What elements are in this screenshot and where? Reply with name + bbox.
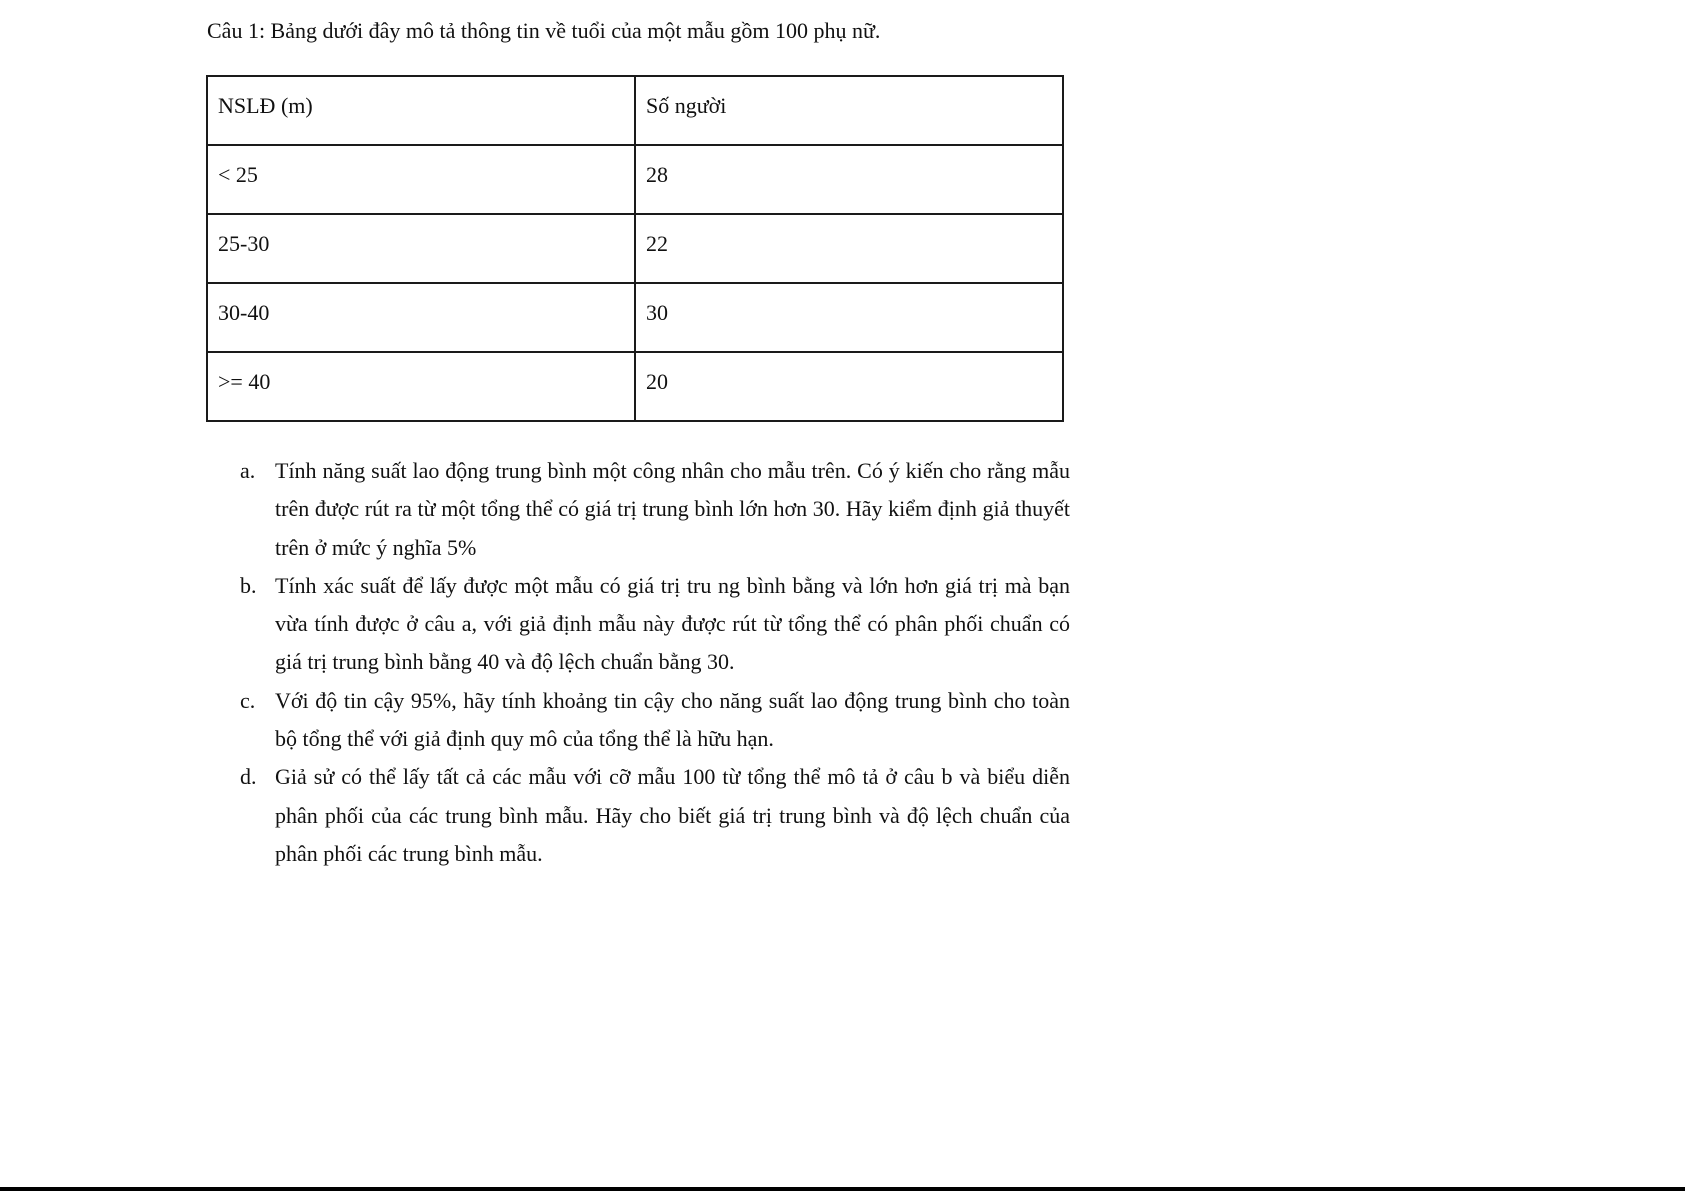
table-cell: 28 [635,145,1063,214]
table-row [207,145,1063,214]
question-part-d [240,758,1070,873]
question-title: Câu 1: Bảng dưới đây mô tả thông tin về tuổi của một mẫu gồm 100 phụ nữ. [207,18,881,43]
table-header-cell: NSLĐ (m) [207,76,635,145]
part-marker: b. [240,572,257,598]
table-cell: 25-30 [207,214,635,283]
table-header-cell: Số người [635,76,1063,145]
question-part-a [240,452,1070,567]
table-row [207,283,1063,352]
part-text: Tính xác suất để lấy được một mẫu có giá trị tru ng bình bằng và lớn hơn giá trị mà bạn vừa tính được ở câu a, với giả định mẫu này được rút từ tổng thể có phân phối chuẩn có giá trị trung bình bằng 40 và độ lệch chuẩn bằng 30. [275,572,1070,675]
table-cell: 30 [635,283,1063,352]
data-table [206,75,1064,422]
question-part-c [240,682,1070,759]
table-cell: 30-40 [207,283,635,352]
table-cell: 20 [635,352,1063,421]
part-text: Giả sử có thể lấy tất cả các mẫu với cỡ mẫu 100 từ tổng thể mô tả ở câu b và biểu diễn phân phối của các trung bình mẫu. Hãy cho biết giá trị trung bình và độ lệch chuẩn của phân phối các trung bình mẫu. [275,764,1070,866]
table-row [207,214,1063,283]
part-marker: c. [240,687,256,713]
part-marker: a. [240,458,256,483]
table-cell: 22 [635,214,1063,283]
bottom-border [0,1187,1685,1191]
part-text: Tính năng suất lao động trung bình một công nhân cho mẫu trên. Có ý kiến cho rằng mẫu trên được rút ra từ một tổng thể có giá trị trung bình lớn hơn 30. Hãy kiểm định giả thuyết trên ở mức ý nghĩa 5% [275,458,1070,560]
table-cell: >= 40 [207,352,635,421]
table-header-row [207,76,1063,145]
table-row [207,352,1063,421]
part-marker: d. [240,764,257,790]
part-text: Với độ tin cậy 95%, hãy tính khoảng tin cậy cho năng suất lao động trung bình cho toàn bộ tổng thể với giả định quy mô của tổng thể là hữu hạn. [275,687,1070,752]
question-part-b [240,567,1070,682]
question-parts-list [240,452,1070,873]
table-cell: < 25 [207,145,635,214]
